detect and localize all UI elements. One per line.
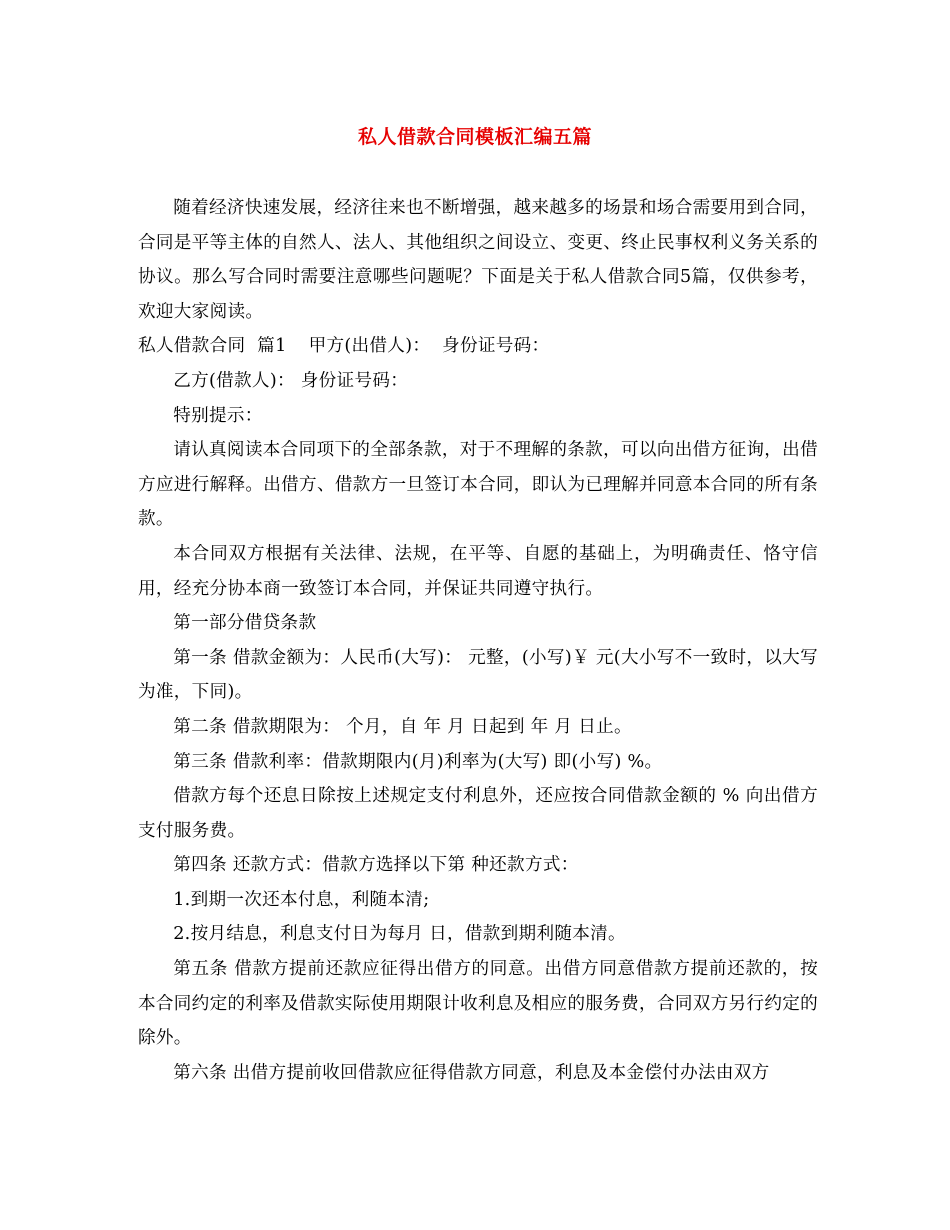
article-five: 第五条 借款方提前还款应征得出借方的同意。出借方同意借款方提前还款的，按本合同约定的利率及借款实际使用期限计收利息及相应的服务费，合同双方另行约定的除外。 (138, 959, 818, 1049)
article-four: 第四条 还款方式：借款方选择以下第 种还款方式： (173, 855, 579, 876)
article-two: 第二条 借款期限为： 个月，自 年 月 日起到 年 月 日止。 (173, 716, 632, 737)
repayment-option-two: 2.按月结息，利息支付日为每月 日，借款到期利随本清。 (173, 924, 626, 945)
contract-title: 私人借款合同 (138, 336, 246, 357)
document-body (138, 191, 818, 1090)
contract-header-line (138, 329, 818, 364)
agreement-basis-paragraph: 本合同双方根据有关法律、法规，在平等、自愿的基础上，为明确责任、恪守信用，经充分协本商一致签订本合同，并保证共同遵守执行。 (138, 543, 818, 599)
repayment-option-one: 1.到期一次还本付息，利随本清; (173, 889, 430, 910)
document-title: 私人借款合同模板汇编五篇 (357, 126, 592, 148)
article-six: 第六条 出借方提前收回借款应征得借款方同意，利息及本金偿付办法由双方 (173, 1062, 770, 1083)
special-notice-paragraph: 请认真阅读本合同项下的全部条款，对于不理解的条款，可以向出借方征询，出借方应进行解释。出借方、借款方一旦签订本合同，即认为已理解并同意本合同的所有条款。 (138, 440, 818, 530)
special-notice-heading: 特别提示： (173, 405, 263, 426)
article-one: 第一条 借款金额为：人民币(大写)： 元整，(小写)￥ 元(大小写不一致时，以大写为准，下同)。 (138, 647, 818, 703)
contract-part: 篇1 (257, 336, 287, 357)
section-heading-part-one: 第一部分借贷条款 (173, 613, 317, 634)
party-a-label: 甲方(出借人)： (308, 336, 431, 357)
party-b-line: 乙方(借款人)： 身份证号码： (173, 370, 409, 391)
intro-paragraph: 随着经济快速发展，经济往来也不断增强，越来越多的场景和场合需要用到合同，合同是平等主体的自然人、法人、其他组织之间设立、变更、终止民事权利义务关系的协议。那么写合同时需要注意哪些问题呢？下面是关于私人借款合同5篇，仅供参考，欢迎大家阅读。 (138, 198, 818, 322)
party-a-id-label: 身份证号码： (442, 336, 550, 357)
service-fee-paragraph: 借款方每个还息日除按上述规定支付利息外，还应按合同借款金额的 % 向出借方支付服务费。 (138, 786, 818, 841)
article-three: 第三条 借款利率：借款期限内(月)利率为(大写) 即(小写) %。 (173, 751, 663, 772)
